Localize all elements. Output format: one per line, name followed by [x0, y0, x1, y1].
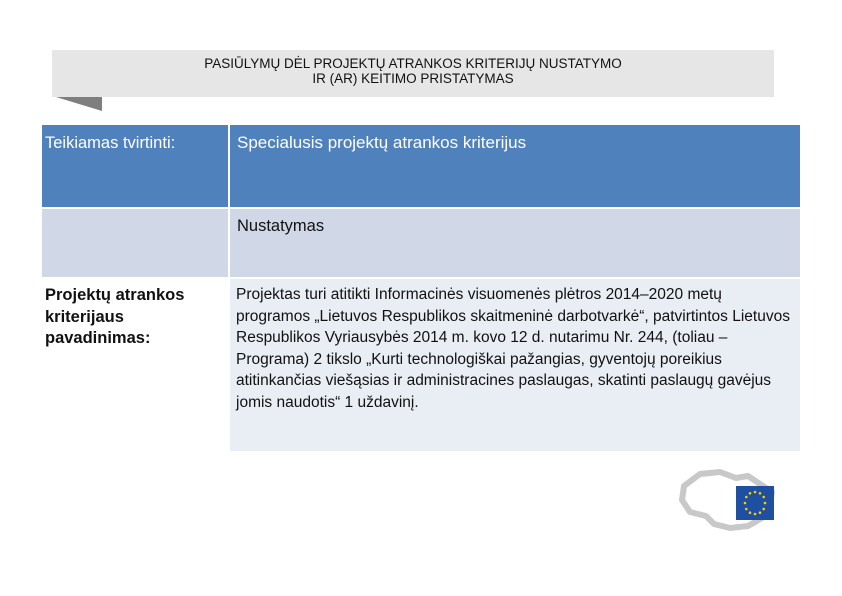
banner-tab-decoration [56, 97, 102, 111]
header-right-label: Specialusis projektų atrankos kriterijus [237, 133, 527, 152]
row-value: Projektas turi atitikti Informacinės visuomenės plėtros 2014–2020 metų programos „Lietuvos Respublikos skaitmeninė darbotvarkė“, patvirtintos Lietuvos Respublikos Vyriausybės 2014 m. kovo 12 d. nutarimu Nr. 244, (toliau – Programa) 2 tikslo „Kurti technologiškai pažangias, gyventojų poreikius atitinkančias viešąsias ir administracines paslaugas, skatinti paslaugų gavėjus jomis naudotis“ 1 uždavinį. [236, 286, 790, 411]
row-label-cell [42, 279, 228, 451]
header-left-cell [42, 125, 228, 207]
title-line-1: PASIŪLYMŲ DĖL PROJEKTŲ ATRANKOS KRITERIJŲ NUSTATYMO [204, 56, 622, 71]
header-left-label: Teikiamas tvirtinti: [45, 134, 176, 152]
title-banner [52, 50, 774, 97]
row-value-cell [230, 279, 800, 451]
lithuania-map-eu-flag-icon [676, 466, 780, 532]
subheader-right-label: Nustatymas [237, 217, 325, 235]
title-line-2: IR (AR) KEITIMO PRISTATYMAS [312, 71, 514, 86]
subheader-left-cell [42, 209, 228, 277]
header-right-cell [230, 125, 800, 207]
subheader-right-cell [230, 209, 800, 277]
row-label: Projektų atrankos kriterijaus pavadinimas: [45, 286, 185, 347]
